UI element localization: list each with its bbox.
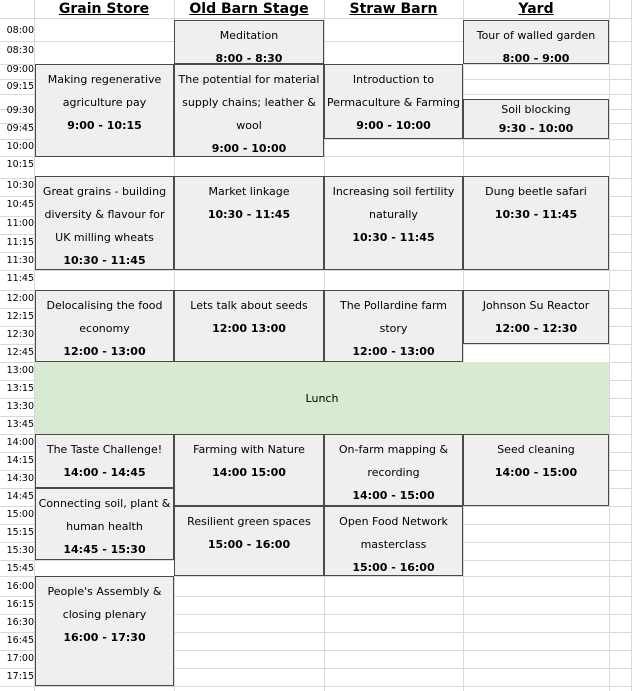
session-title: On-farm mapping & xyxy=(338,443,449,456)
session-title: Soil blocking xyxy=(501,103,571,116)
session-title: story xyxy=(379,322,408,335)
time-label: 14:30 xyxy=(6,473,34,484)
session-title: Increasing soil fertility xyxy=(332,185,455,198)
time-label: 16:15 xyxy=(6,599,34,610)
session-title: Market linkage xyxy=(208,185,290,198)
session-title: agriculture pay xyxy=(62,96,147,109)
session-cell xyxy=(324,434,463,506)
venue-header-grain-store: Grain Store xyxy=(58,1,150,17)
session-title: The potential for material xyxy=(178,73,320,86)
time-label: 16:00 xyxy=(6,581,34,592)
session-time: 12:00 - 13:00 xyxy=(352,345,435,358)
session-time: 10:30 - 11:45 xyxy=(352,231,435,244)
session-cell xyxy=(35,176,174,270)
session-title: recording xyxy=(367,466,420,479)
time-label: 10:00 xyxy=(6,141,34,152)
session-time: 9:00 - 10:00 xyxy=(211,142,287,155)
session-title: Delocalising the food xyxy=(46,299,163,312)
session-cell xyxy=(35,434,174,488)
session-title: Tour of walled garden xyxy=(476,29,596,42)
session-cell xyxy=(324,290,463,362)
time-label: 08:30 xyxy=(6,45,34,56)
session-cell xyxy=(463,99,609,139)
session-title: Seed cleaning xyxy=(497,443,575,456)
session-cell xyxy=(174,506,324,576)
session-cell xyxy=(174,434,324,506)
time-label: 15:00 xyxy=(6,509,34,520)
session-title: Permaculture & Farming xyxy=(327,96,460,109)
session-title: Connecting soil, plant & xyxy=(38,497,171,510)
time-label: 13:30 xyxy=(6,401,34,412)
session-title: Open Food Network xyxy=(339,515,448,528)
time-label: 10:15 xyxy=(6,159,34,170)
session-title: human health xyxy=(66,520,143,533)
time-label: 15:45 xyxy=(6,563,34,574)
session-title: economy xyxy=(79,322,130,335)
time-label: 10:45 xyxy=(6,199,34,210)
session-cell xyxy=(463,290,609,344)
session-time: 14:00 - 14:45 xyxy=(63,466,146,479)
session-time: 8:00 - 8:30 xyxy=(215,52,283,64)
time-label: 12:45 xyxy=(6,347,34,358)
session-title: Resilient green spaces xyxy=(187,515,311,528)
session-time: 15:00 - 16:00 xyxy=(352,561,435,574)
session-cell xyxy=(324,506,463,576)
time-label: 11:45 xyxy=(6,273,34,284)
time-label: 09:00 xyxy=(6,64,34,75)
time-label: 13:45 xyxy=(6,419,34,430)
session-time: 15:00 - 16:00 xyxy=(207,538,291,551)
session-title: The Pollardine farm xyxy=(339,299,448,312)
grid-line xyxy=(0,270,632,271)
session-cell xyxy=(324,64,463,139)
session-title: masterclass xyxy=(360,538,427,551)
grid-line xyxy=(0,18,632,19)
session-cell xyxy=(35,576,174,686)
session-time: 12:00 13:00 xyxy=(212,322,286,335)
time-label: 11:00 xyxy=(6,218,34,229)
session-title: diversity & flavour for xyxy=(44,208,165,221)
session-cell xyxy=(174,176,324,270)
session-title: Lets talk about seeds xyxy=(190,299,308,312)
time-label: 08:00 xyxy=(6,25,34,36)
session-title: Johnson Su Reactor xyxy=(482,299,590,312)
session-cell xyxy=(35,290,174,362)
session-time: 9:30 - 10:00 xyxy=(498,122,574,135)
session-title: closing plenary xyxy=(62,608,147,621)
session-cell xyxy=(174,290,324,362)
session-title: Meditation xyxy=(219,29,279,42)
session-title: naturally xyxy=(369,208,418,221)
session-time: 14:45 - 15:30 xyxy=(63,543,146,556)
session-cell xyxy=(463,176,609,270)
time-label: 11:15 xyxy=(6,237,34,248)
session-title: Great grains - building xyxy=(42,185,167,198)
session-cell xyxy=(463,20,609,64)
time-label: 15:15 xyxy=(6,527,34,538)
time-label: 14:00 xyxy=(6,437,34,448)
session-cell xyxy=(35,64,174,157)
time-label: 16:30 xyxy=(6,617,34,628)
time-label: 16:45 xyxy=(6,635,34,646)
time-label: 14:15 xyxy=(6,455,34,466)
session-time: 14:00 - 15:00 xyxy=(494,466,578,479)
session-time: 12:00 - 13:00 xyxy=(63,345,146,358)
session-time: 16:00 - 17:30 xyxy=(63,631,146,644)
session-cell xyxy=(174,64,324,157)
time-label: 12:15 xyxy=(6,311,34,322)
time-label: 13:00 xyxy=(6,365,34,376)
time-label: 13:15 xyxy=(6,383,34,394)
session-time: 12:00 - 12:30 xyxy=(494,322,578,335)
session-time: 14:00 - 15:00 xyxy=(352,489,435,502)
time-label: 12:00 xyxy=(6,293,34,304)
session-time: 8:00 - 9:00 xyxy=(502,52,570,64)
session-time: 9:00 - 10:00 xyxy=(356,119,431,132)
session-time: 10:30 - 11:45 xyxy=(63,254,146,267)
time-label: 12:30 xyxy=(6,329,34,340)
venue-header-old-barn-stage: Old Barn Stage xyxy=(189,1,309,17)
session-time: 10:30 - 11:45 xyxy=(494,208,578,221)
time-label: 10:30 xyxy=(6,180,34,191)
time-label: 17:15 xyxy=(6,671,34,682)
session-title: Making regenerative xyxy=(47,73,162,86)
session-title: UK milling wheats xyxy=(55,231,154,244)
session-title: wool xyxy=(236,119,262,132)
session-title: The Taste Challenge! xyxy=(46,443,163,456)
time-label: 11:30 xyxy=(6,255,34,266)
session-title: People's Assembly & xyxy=(47,585,162,598)
grid-line xyxy=(0,686,632,687)
time-label: 09:30 xyxy=(6,105,34,116)
session-cell xyxy=(324,176,463,270)
session-title: Dung beetle safari xyxy=(485,185,587,198)
venue-header-yard: Yard xyxy=(518,1,554,17)
time-label: 17:00 xyxy=(6,653,34,664)
session-title: Introduction to xyxy=(352,73,435,86)
time-label: 14:45 xyxy=(6,491,34,502)
time-label: 15:30 xyxy=(6,545,34,556)
session-time: 9:00 - 10:15 xyxy=(67,119,142,132)
lunch-block xyxy=(35,362,609,434)
grid-line xyxy=(609,0,610,691)
time-label: 09:15 xyxy=(6,81,34,92)
time-label: 09:45 xyxy=(6,123,34,134)
session-time: 14:00 15:00 xyxy=(212,466,286,479)
lunch-label: Lunch xyxy=(305,391,339,405)
session-title: supply chains; leather & xyxy=(182,96,316,109)
session-cell xyxy=(35,488,174,560)
session-time: 10:30 - 11:45 xyxy=(207,208,291,221)
session-title: Farming with Nature xyxy=(193,443,305,456)
venue-header-straw-barn: Straw Barn xyxy=(349,1,438,17)
session-cell xyxy=(174,20,324,64)
session-cell xyxy=(463,434,609,506)
